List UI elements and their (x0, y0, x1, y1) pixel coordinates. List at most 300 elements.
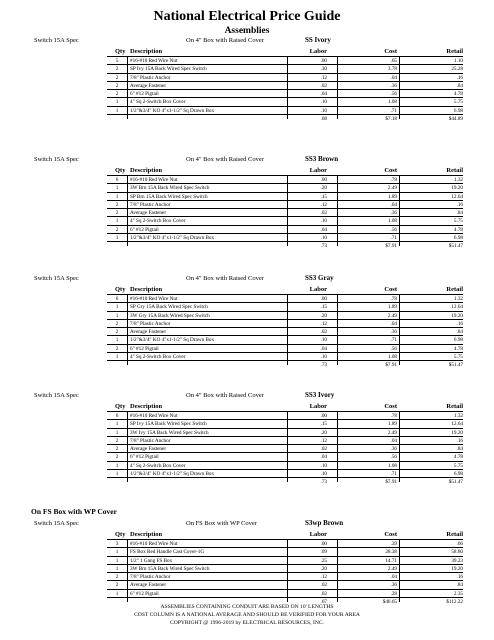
cell-cost: 1.08 (387, 462, 397, 469)
cell-qty: 6 (115, 413, 119, 419)
table-row (107, 217, 463, 225)
column-header-retail: Retail (446, 531, 463, 538)
cell-desc: 4" Sq 2-Switch Box Cover (130, 218, 186, 225)
cell-retail: .16 (456, 74, 463, 81)
footer-line-2: COST COLUMN IS A NATIONAL AVERAGE AND SHOULD BE VERIFIED FOR YOUR AREA (134, 612, 360, 618)
cell-qty: 1 (115, 590, 119, 597)
table-row (107, 176, 463, 184)
total-retail: $112.22 (446, 599, 463, 606)
cell-desc: SP Ivy 15A Back Wired Spec Switch (130, 421, 207, 428)
cell-desc: Average Fastener (130, 82, 167, 89)
column-divider (337, 412, 338, 482)
cell-labor: .02 (320, 82, 327, 89)
cell-desc: 1/2" 1 Gang FS Box (130, 557, 173, 564)
cell-labor: .00 (320, 541, 327, 547)
column-header-cost: Cost (384, 403, 397, 410)
cell-cost: .78 (390, 177, 397, 183)
cell-retail: .16 (456, 574, 463, 581)
total-retail: $44.89 (448, 116, 463, 123)
cell-labor: .00 (320, 296, 327, 302)
cell-retail: 4.78 (453, 226, 463, 233)
column-header-retail: Retail (446, 403, 463, 410)
cell-desc: Average Fastener (130, 582, 167, 589)
table-body (107, 57, 463, 115)
cell-qty: 2 (115, 91, 119, 98)
cell-desc: 4" Sq 2-Switch Box Cover (130, 99, 186, 106)
column-header-retail: Retail (446, 286, 463, 293)
cell-cost: .71 (390, 471, 397, 478)
table-row (107, 590, 463, 598)
cell-qty: 1 (115, 565, 119, 572)
total-cost: $46.65 (382, 599, 397, 606)
table-row (107, 437, 463, 445)
cell-retail: 1.32 (453, 413, 463, 419)
cell-retail: 58.80 (451, 549, 463, 556)
table-row (107, 234, 463, 242)
cell-cost: .04 (390, 201, 397, 208)
column-header-retail: Retail (446, 48, 463, 55)
cell-desc: 7/8" Plastic Anchor (130, 437, 171, 444)
assembly-box: On 4" Box with Raised Cover (186, 275, 264, 282)
column-divider (337, 540, 338, 602)
cell-labor: .12 (320, 574, 327, 581)
table-row (107, 74, 463, 82)
cell-desc: 6" #12 Pigtail (130, 345, 159, 352)
total-labor: .73 (320, 479, 327, 486)
cell-retail: 1.10 (453, 58, 463, 64)
column-header-qty: Qty (115, 286, 126, 293)
column-divider (127, 540, 128, 602)
cell-desc: 1/2"&3/4" KO 4"x1-1/2" Sq Drawn Box (130, 471, 215, 478)
table-row (107, 412, 463, 420)
table-row (107, 209, 463, 217)
table-row (107, 429, 463, 437)
table-row (107, 557, 463, 565)
cell-labor: .00 (320, 413, 327, 419)
cell-qty: 2 (115, 454, 119, 461)
cell-cost: 1.89 (387, 421, 397, 428)
column-divider (287, 295, 288, 365)
cell-labor: .02 (320, 329, 327, 336)
cell-qty: 1 (115, 557, 119, 564)
cell-qty: 2 (115, 574, 119, 581)
assembly-name: SS3 Ivory (305, 391, 335, 399)
assembly-name: SS Ivory (305, 36, 331, 44)
column-divider (127, 57, 128, 119)
cell-labor: .12 (320, 437, 327, 444)
assembly-header (0, 273, 494, 284)
column-header-labor: Labor (309, 167, 327, 174)
cell-retail: 6.98 (453, 107, 463, 114)
cell-labor: .30 (320, 66, 327, 73)
cell-retail: 19.20 (451, 185, 463, 192)
assembly-spec: Switch 15A Spec (34, 156, 79, 163)
cell-desc: 7/8" Plastic Anchor (130, 201, 171, 208)
cell-labor: .20 (320, 185, 327, 192)
cell-labor: .20 (320, 312, 327, 319)
total-labor: .68 (320, 116, 327, 123)
cell-cost: 14.71 (385, 557, 397, 564)
cell-labor: .04 (320, 345, 327, 352)
cell-qty: 2 (115, 446, 119, 453)
cell-labor: .02 (320, 582, 327, 589)
cell-desc: 3W Gry 15A Back Wired Spec Switch (130, 312, 210, 319)
column-header-labor: Labor (309, 531, 327, 538)
cell-qty: 1 (115, 549, 119, 556)
assembly-block (0, 518, 494, 607)
cell-retail: 2.35 (453, 590, 463, 597)
cell-retail: 19.20 (451, 312, 463, 319)
cell-cost: 28.38 (385, 549, 397, 556)
table-body (107, 412, 463, 478)
cell-cost: .04 (390, 74, 397, 81)
cell-cost: 2.49 (387, 312, 397, 319)
cell-desc: #16-#10 Red Wire Nut (130, 58, 178, 64)
cell-cost: .78 (390, 296, 397, 302)
cell-retail: 6.98 (453, 471, 463, 478)
cell-cost: .36 (390, 82, 397, 89)
table-row (107, 336, 463, 344)
cell-cost: 2.49 (387, 565, 397, 572)
assembly-box: On 4" Box with Raised Cover (186, 37, 264, 44)
column-header-row (107, 401, 463, 412)
total-labor: .73 (320, 362, 327, 369)
cell-labor: .10 (320, 337, 327, 344)
cell-qty: 1 (115, 471, 119, 478)
cell-labor: .12 (320, 320, 327, 327)
column-divider (287, 540, 288, 602)
cell-desc: 7/8" Plastic Anchor (130, 74, 171, 81)
cell-qty: 1 (115, 304, 119, 311)
cell-qty: 1 (115, 337, 119, 344)
total-cost: $7.18 (385, 116, 397, 123)
cell-desc: #16-#10 Red Wire Nut (130, 296, 178, 302)
column-header-qty: Qty (115, 48, 126, 55)
column-divider (399, 540, 400, 602)
cell-desc: FS Box Red Handle Cast Cover-1G (130, 549, 205, 556)
cell-qty: 2 (115, 582, 119, 589)
cell-desc: 6" #12 Pigtail (130, 226, 159, 233)
assembly-block (0, 154, 494, 251)
column-header-row (107, 46, 463, 57)
cell-labor: .10 (320, 471, 327, 478)
cell-labor: .04 (320, 91, 327, 98)
document-title: National Electrical Price Guide (153, 9, 341, 24)
cell-labor: .10 (320, 235, 327, 242)
cell-retail: 25.28 (451, 66, 463, 73)
cell-labor: .02 (320, 446, 327, 453)
column-header-cost: Cost (384, 48, 397, 55)
column-header-row (107, 529, 463, 540)
column-divider (287, 412, 288, 482)
table-row (107, 345, 463, 353)
assembly-box: On 4" Box with Raised Cover (186, 156, 264, 163)
column-header-cost: Cost (384, 167, 397, 174)
assembly-header (0, 518, 494, 529)
cell-desc: 3W Brn 15A Back Wired Spec Switch (130, 565, 210, 572)
assembly-spec: Switch 15A Spec (34, 392, 79, 399)
table-row (107, 540, 463, 548)
table-row (107, 420, 463, 428)
table-row (107, 193, 463, 201)
total-cost: $7.91 (385, 479, 397, 486)
cell-desc: SP Gry 15A Back Wired Spec Switch (130, 304, 208, 311)
cell-cost: .28 (390, 590, 397, 597)
total-row (107, 115, 463, 124)
cell-cost: .36 (390, 210, 397, 217)
column-header-qty: Qty (115, 167, 126, 174)
table-row (107, 462, 463, 470)
assembly-spec: Switch 15A Spec (34, 275, 79, 282)
cell-labor: .12 (320, 74, 327, 81)
cell-qty: 1 (115, 235, 119, 242)
cell-labor: .09 (320, 549, 327, 556)
cell-retail: 6.98 (453, 337, 463, 344)
cell-cost: .04 (390, 437, 397, 444)
column-header-cost: Cost (384, 286, 397, 293)
cell-cost: .56 (390, 454, 397, 461)
total-retail: $51.47 (448, 479, 463, 486)
table-row (107, 573, 463, 581)
cell-retail: 4.78 (453, 454, 463, 461)
table-row (107, 320, 463, 328)
cell-cost: .04 (390, 574, 397, 581)
cell-qty: 1 (115, 462, 119, 469)
table-row (107, 98, 463, 106)
cell-qty: 1 (115, 193, 119, 200)
cell-retail: .84 (456, 329, 463, 336)
assembly-box: On FS Box with WP Cover (186, 520, 257, 527)
column-divider (399, 295, 400, 365)
total-cost: $7.91 (385, 243, 397, 250)
table-row (107, 65, 463, 73)
cell-cost: 1.89 (387, 193, 397, 200)
cell-cost: .36 (390, 329, 397, 336)
assembly-name: SS3 Gray (305, 274, 334, 282)
cell-desc: 6" #12 Pigtail (130, 590, 159, 597)
column-header-description: Description (130, 531, 163, 538)
cell-retail: .16 (456, 201, 463, 208)
assembly-spec: Switch 15A Spec (34, 520, 79, 527)
cell-qty: 2 (115, 437, 119, 444)
cell-desc: 1/2"&3/4" KO 4"x1-1/2" Sq Drawn Box (130, 337, 215, 344)
cell-desc: 4" Sq 2-Switch Box Cover (130, 462, 186, 469)
cell-cost: 2.49 (387, 185, 397, 192)
column-header-description: Description (130, 403, 163, 410)
cell-desc: 1/2"&3/4" KO 4"x1-1/2" Sq Drawn Box (130, 235, 215, 242)
cell-labor: .20 (320, 429, 327, 436)
cell-retail: 5.75 (453, 354, 463, 361)
cell-labor: .00 (320, 177, 327, 183)
cell-qty: 2 (115, 320, 119, 327)
cell-retail: .16 (456, 437, 463, 444)
cell-desc: 7/8" Plastic Anchor (130, 320, 171, 327)
cell-retail: 12.64 (451, 193, 463, 200)
column-header-description: Description (130, 167, 163, 174)
cell-qty: 1 (115, 218, 119, 225)
cell-qty: 1 (115, 99, 119, 106)
column-divider (399, 57, 400, 119)
column-divider (127, 176, 128, 246)
cell-retail: 4.78 (453, 345, 463, 352)
cell-qty: 2 (115, 82, 119, 89)
table-row (107, 453, 463, 461)
cell-desc: 3W Brn 15A Back Wired Spec Switch (130, 185, 210, 192)
column-header-labor: Labor (309, 286, 327, 293)
column-header-row (107, 284, 463, 295)
column-divider (399, 412, 400, 482)
column-header-retail: Retail (446, 167, 463, 174)
column-divider (399, 176, 400, 246)
assembly-name: SS3 Brown (305, 155, 339, 163)
cell-qty: 1 (115, 421, 119, 428)
cell-retail: 19.20 (451, 565, 463, 572)
assembly-header (0, 154, 494, 165)
column-header-description: Description (130, 48, 163, 55)
cell-cost: .78 (390, 413, 397, 419)
cell-desc: 7/8" Plastic Anchor (130, 574, 171, 581)
column-divider (287, 176, 288, 246)
cell-retail: 39.23 (451, 557, 463, 564)
total-retail: $51.47 (448, 243, 463, 250)
cell-labor: .10 (320, 218, 327, 225)
table-row (107, 445, 463, 453)
cell-desc: #16-#10 Red Wire Nut (130, 413, 178, 419)
assembly-box: On 4" Box with Raised Cover (186, 392, 264, 399)
cell-retail: 6.98 (453, 235, 463, 242)
cell-cost: .56 (390, 226, 397, 233)
footer-line-1: ASSEMBLIES CONTAINING CONDUIT ARE BASED ON 10' LENGTHS (160, 604, 334, 610)
cell-labor: .10 (320, 462, 327, 469)
cell-qty: 1 (115, 185, 119, 192)
cell-labor: .00 (320, 58, 327, 64)
cell-qty: 5 (115, 58, 119, 64)
total-labor: .67 (320, 599, 327, 606)
cell-cost: 1.08 (387, 218, 397, 225)
table-row (107, 470, 463, 478)
cell-qty: 2 (115, 226, 119, 233)
cell-labor: .25 (320, 557, 327, 564)
table-row (107, 548, 463, 556)
cell-retail: 5.75 (453, 99, 463, 106)
cell-cost: .04 (390, 320, 397, 327)
cell-labor: .04 (320, 454, 327, 461)
cell-cost: .71 (390, 337, 397, 344)
column-header-row (107, 165, 463, 176)
cell-retail: .84 (456, 82, 463, 89)
column-divider (127, 295, 128, 365)
cell-labor: .15 (320, 421, 327, 428)
column-divider (337, 295, 338, 365)
cell-desc: #16-#10 Red Wire Nut (130, 541, 178, 547)
column-header-qty: Qty (115, 403, 126, 410)
total-labor: .73 (320, 243, 327, 250)
cell-labor: .04 (320, 226, 327, 233)
cell-retail: 4.78 (453, 91, 463, 98)
table-row (107, 107, 463, 115)
total-row (107, 242, 463, 251)
cell-desc: 3W Ivy 15A Back Wired Spec Switch (130, 429, 209, 436)
table-row (107, 565, 463, 573)
total-row (107, 478, 463, 487)
cell-retail: 12.64 (451, 421, 463, 428)
column-header-qty: Qty (115, 531, 126, 538)
column-divider (287, 57, 288, 119)
column-header-labor: Labor (309, 403, 327, 410)
cell-desc: 1/2"&3/4" KO 4"x1-1/2" Sq Drawn Box (130, 107, 215, 114)
table-row (107, 201, 463, 209)
cell-labor: .02 (320, 210, 327, 217)
assembly-block (0, 35, 494, 124)
table-body (107, 176, 463, 242)
table-body (107, 540, 463, 598)
cell-cost: .39 (390, 541, 397, 547)
cell-cost: 3.78 (387, 66, 397, 73)
total-row (107, 361, 463, 370)
total-cost: $7.91 (385, 362, 397, 369)
cell-retail: 5.75 (453, 218, 463, 225)
cell-labor: .15 (320, 193, 327, 200)
assembly-spec: Switch 15A Spec (34, 37, 79, 44)
cell-labor: .15 (320, 304, 327, 311)
table-row (107, 184, 463, 192)
cell-desc: #16-#10 Red Wire Nut (130, 177, 178, 183)
cell-labor: .10 (320, 354, 327, 361)
cell-retail: .66 (456, 541, 463, 547)
cell-qty: 2 (115, 74, 119, 81)
cell-cost: .71 (390, 107, 397, 114)
cell-qty: 2 (115, 345, 119, 352)
cell-retail: 1.32 (453, 177, 463, 183)
cell-qty: 2 (115, 210, 119, 217)
table-row (107, 82, 463, 90)
cell-qty: 1 (115, 312, 119, 319)
cell-cost: 1.08 (387, 354, 397, 361)
cell-cost: .56 (390, 345, 397, 352)
cell-desc: SP Ivy 15A Back Wired Spec Switch (130, 66, 207, 73)
cell-retail: .84 (456, 582, 463, 589)
cell-cost: .56 (390, 91, 397, 98)
cell-retail: 12.64 (451, 304, 463, 311)
cell-cost: 1.89 (387, 304, 397, 311)
cell-labor: .20 (320, 565, 327, 572)
column-header-labor: Labor (309, 48, 327, 55)
cell-labor: .02 (320, 590, 327, 597)
assembly-block (0, 273, 494, 370)
footer-line-3: COPYRIGHT @ 1996-2019 by ELECTRICAL RESOURCES, INC. (169, 620, 324, 626)
assembly-block (0, 390, 494, 487)
assembly-header (0, 390, 494, 401)
cell-cost: .71 (390, 235, 397, 242)
table-row (107, 226, 463, 234)
table-row (107, 328, 463, 336)
cell-qty: 6 (115, 296, 119, 302)
cell-qty: 1 (115, 354, 119, 361)
cell-retail: 19.20 (451, 429, 463, 436)
cell-cost: .65 (390, 58, 397, 64)
cell-desc: 4" Sq 2-Switch Box Cover (130, 354, 186, 361)
cell-qty: 2 (115, 66, 119, 73)
table-row (107, 90, 463, 98)
cell-desc: SP Brn 15A Back Wired Spec Switch (130, 193, 208, 200)
cell-retail: .84 (456, 210, 463, 217)
document-subtitle: Assemblies (224, 26, 270, 36)
cell-cost: 1.08 (387, 99, 397, 106)
assembly-header (0, 35, 494, 46)
column-divider (337, 57, 338, 119)
cell-cost: .36 (390, 446, 397, 453)
column-header-cost: Cost (384, 531, 397, 538)
